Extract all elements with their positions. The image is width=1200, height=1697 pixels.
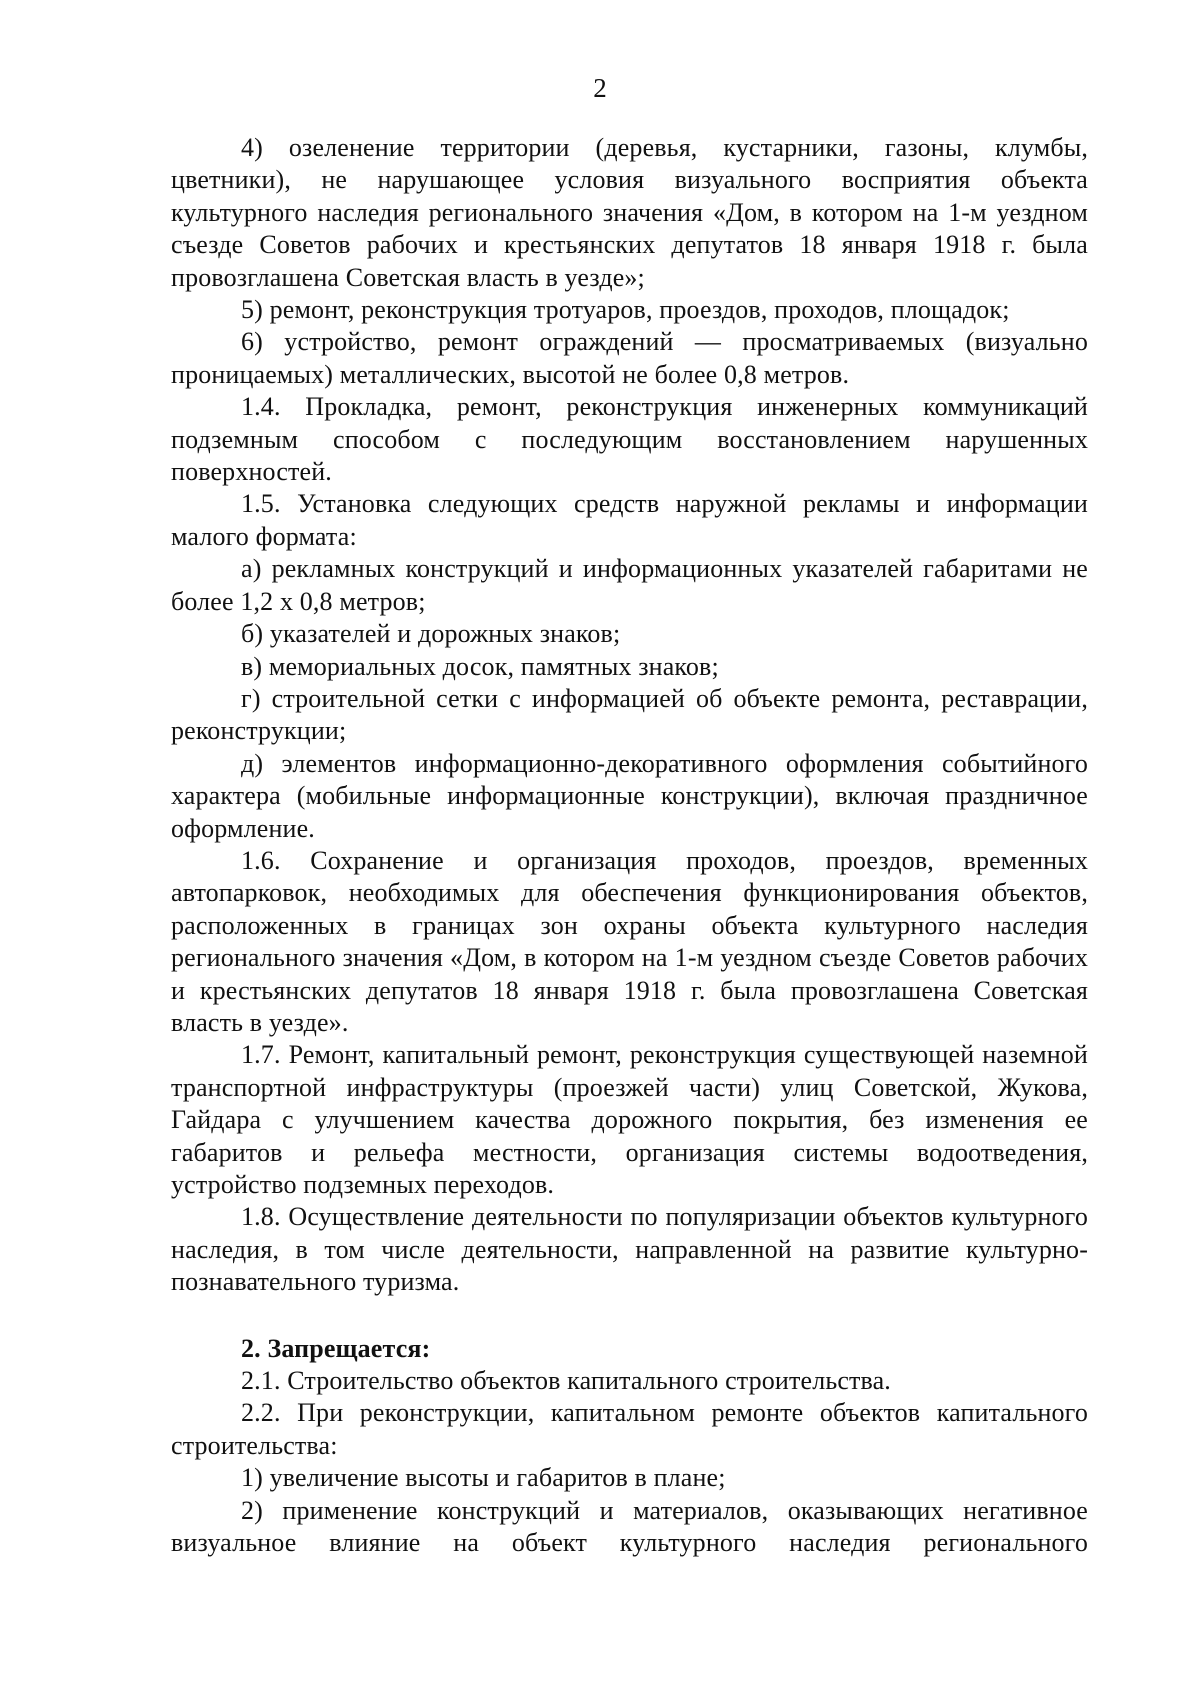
page-number: 2	[593, 73, 607, 103]
paragraph-1-5: 1.5. Установка следующих средств наружной рекламы и информации малого формата:	[171, 489, 1088, 551]
paragraph-sidewalks: 5) ремонт, реконструкция тротуаров, проездов, проходов, площадок;	[241, 295, 1010, 325]
list-item-d: д) элементов информационно-декоративного оформления событийного характера (мобильные информационные конструкции), включая праздничное оформление.	[171, 748, 1088, 843]
list-item-g: г) строительной сетки с информацией об объекте ремонта, реставрации, реконструкции;	[171, 683, 1088, 746]
paragraph-2-1: 2.1. Строительство объектов капитального строительства.	[241, 1366, 891, 1396]
paragraph-2-2: 2.2. При реконструкции, капитальном ремонте объектов капитального строительства:	[171, 1398, 1088, 1460]
list-item-a: а) рекламных конструкций и информационных указателей габаритами не более 1,2 х 0,8 метров;	[171, 554, 1088, 616]
paragraph-1-7: 1.7. Ремонт, капитальный ремонт, реконструкция существующей наземной транспортной инфраструктуры (проезжей части) улиц Советской, Жукова, Гайдара с улучшением качества дорожного покрытия, без изменения ее габаритов и рельефа местности, организация системы водоотведения, устройство подземных переходов.	[171, 1040, 1088, 1199]
paragraph-1-8: 1.8. Осуществление деятельности по популяризации объектов культурного наследия, в том числе деятельности, направленной на развитие культурно-познавательного туризма.	[171, 1202, 1088, 1297]
list-item-1: 1) увеличение высоты и габаритов в плане;	[241, 1463, 726, 1493]
list-item-2: 2) применение конструкций и материалов, оказывающих негативное визуальное влияние на объект культурного наследия регионального	[171, 1495, 1088, 1558]
paragraph-fences: 6) устройство, ремонт ограждений — просматриваемых (визуально проницаемых) металлических, высотой не более 0,8 метров.	[171, 327, 1088, 389]
paragraph-1-6: 1.6. Сохранение и организация проходов, проездов, временных автопарковок, необходимых для обеспечения функционирования объектов, расположенных в границах зон охраны объекта культурного наследия регионального значения «Дом, в котором на 1-м уездном съезде Советов рабочих и крестьянских депутатов 18 января 1918 г. была провозглашена Советская власть в уезде».	[171, 845, 1088, 1037]
section-heading: 2. Запрещается:	[241, 1333, 431, 1363]
list-item-b: б) указателей и дорожных знаков;	[241, 619, 621, 649]
paragraph-greening: 4) озеленение территории (деревья, кустарники, газоны, клумбы, цветники), не нарушающее условия визуального восприятия объекта культурного наследия регионального значения «Дом, в котором на 1-м уездном съезде Советов рабочих и крестьянских депутатов 18 января 1918 г. была провозглашена Советская власть в уезде»;	[171, 133, 1088, 292]
list-item-v: в) мемориальных досок, памятных знаков;	[241, 651, 719, 681]
document-body	[171, 132, 1088, 1559]
paragraph-1-4: 1.4. Прокладка, ремонт, реконструкция инженерных коммуникаций подземным способом с последующим восстановлением нарушенных поверхностей.	[171, 392, 1088, 487]
